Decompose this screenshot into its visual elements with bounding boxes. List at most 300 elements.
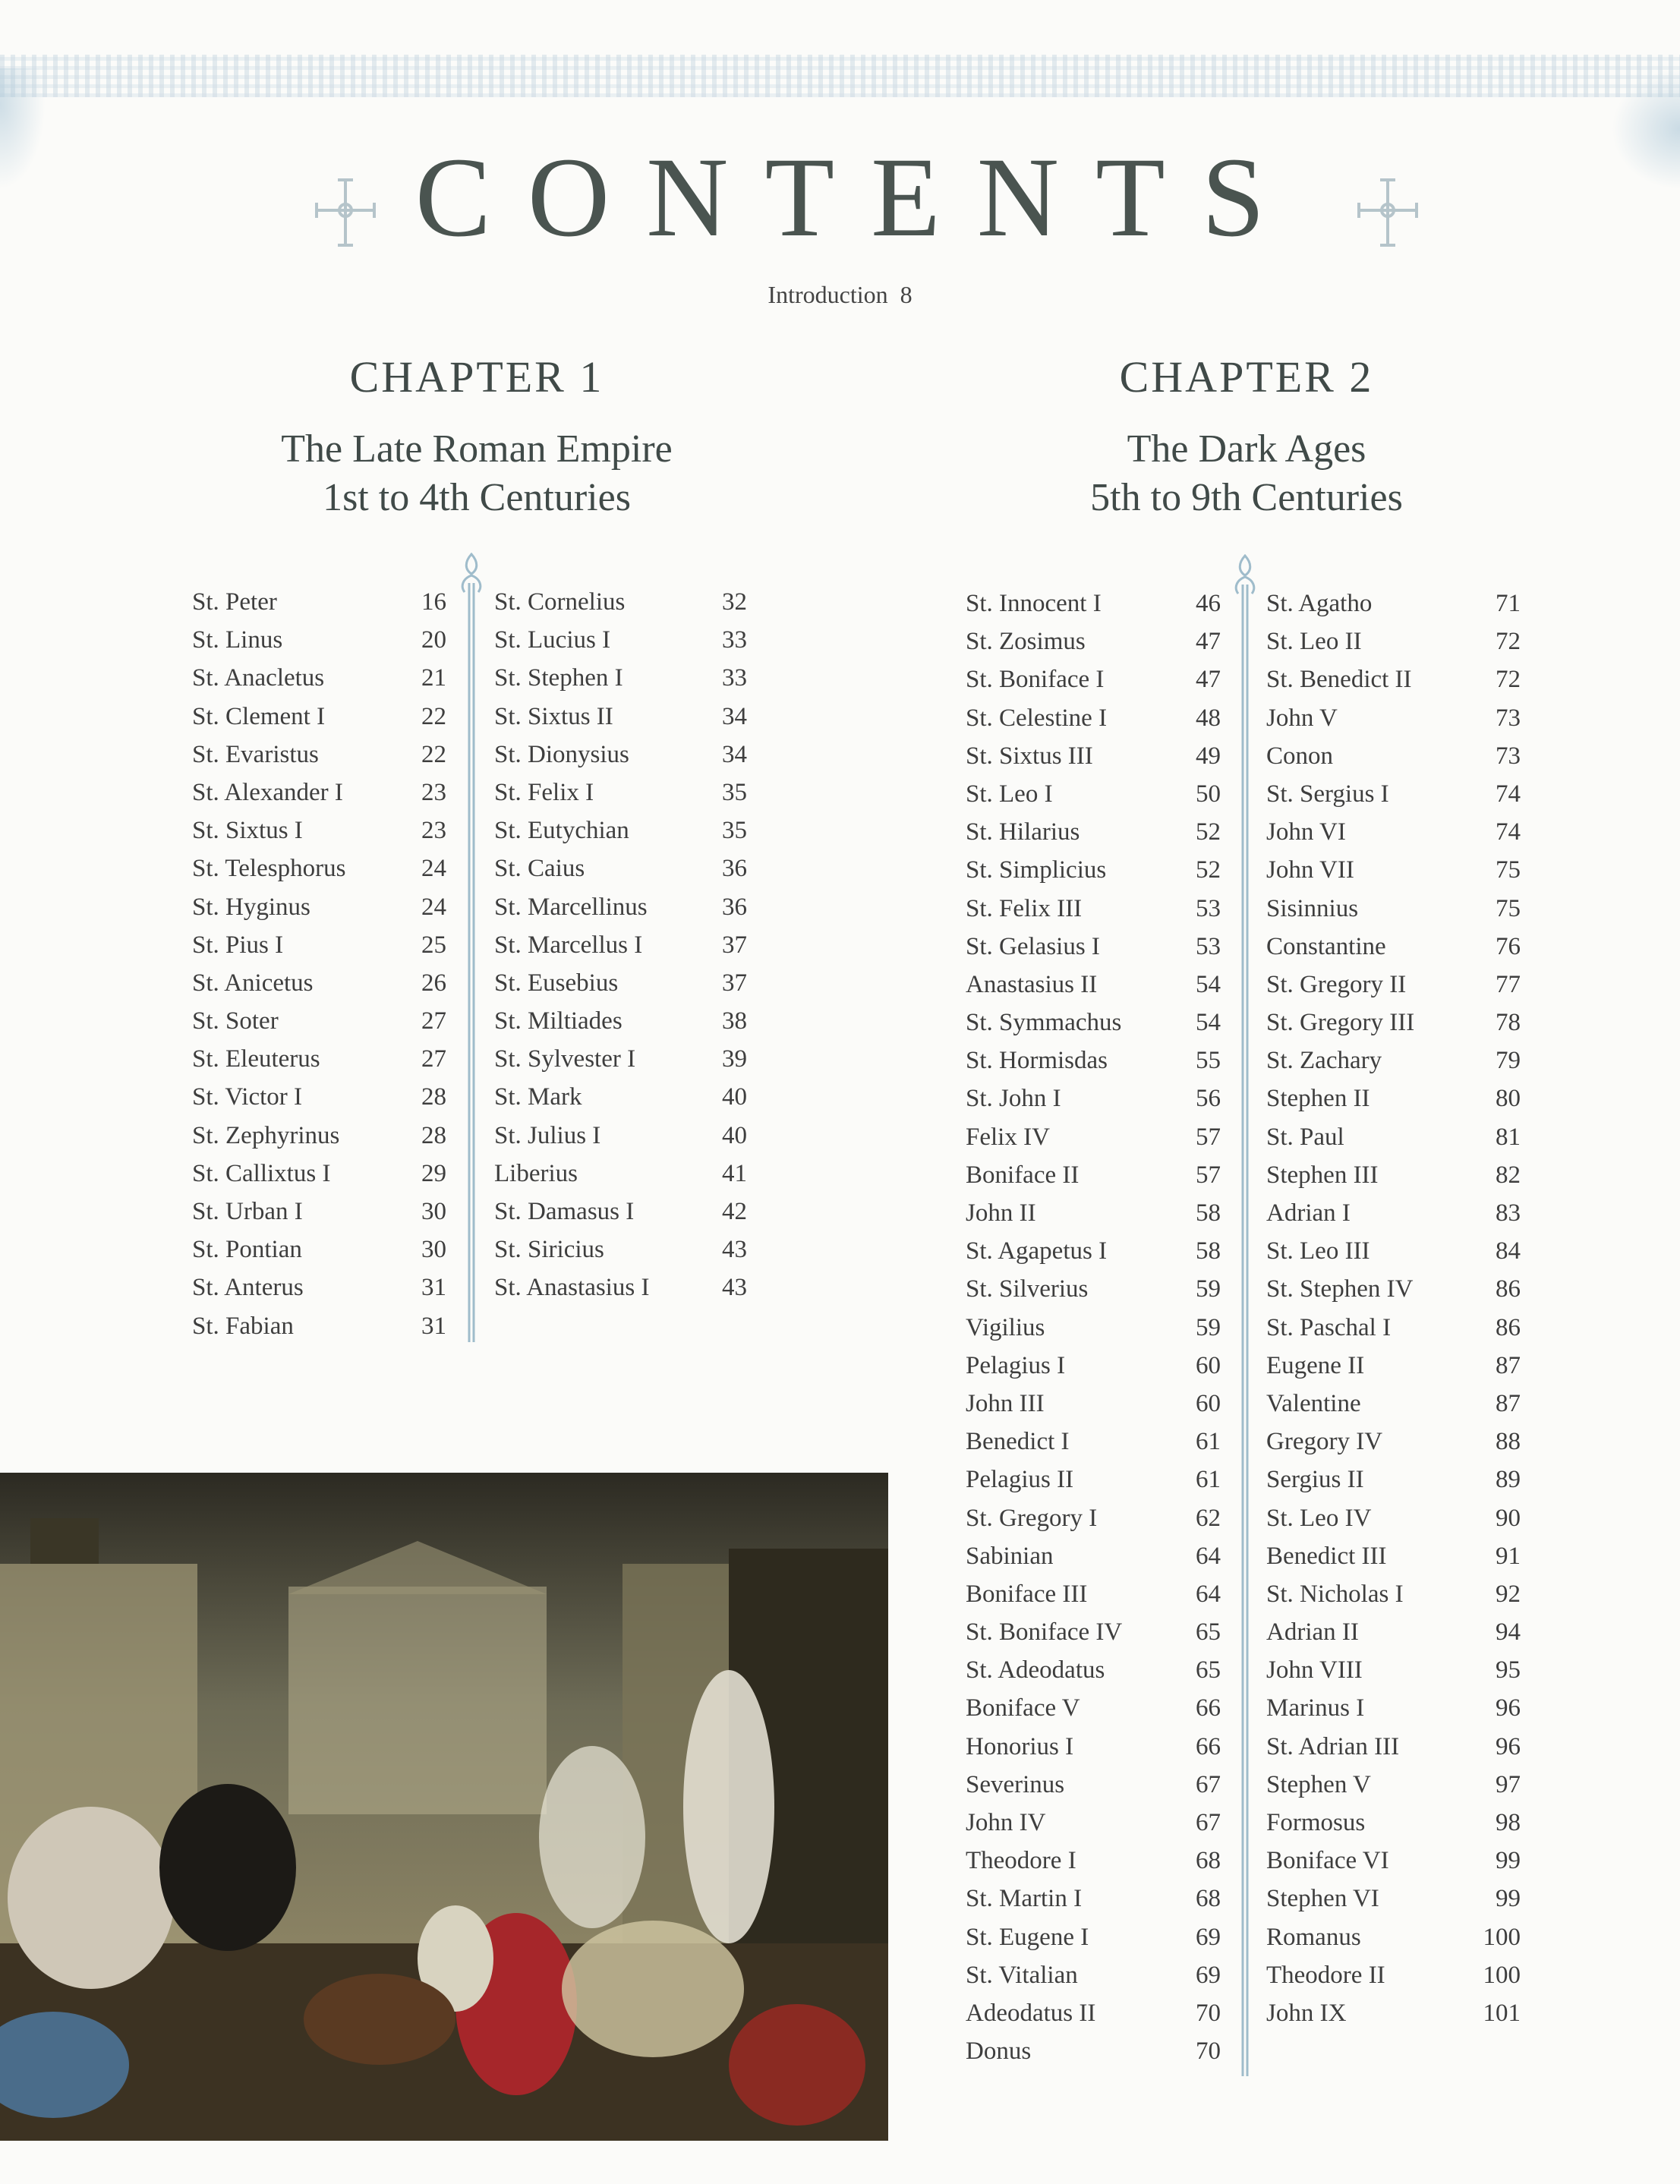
introduction-page: 8 <box>900 281 912 308</box>
toc-entry[interactable] <box>1266 851 1521 889</box>
toc-entry-page: 62 <box>1196 1504 1221 1532</box>
toc-entry-page: 31 <box>421 1312 446 1340</box>
toc-entry-page: 58 <box>1196 1237 1221 1265</box>
toc-entry-page: 72 <box>1496 628 1521 656</box>
toc-entry-page: 69 <box>1196 1923 1221 1951</box>
toc-entry[interactable] <box>966 1842 1221 1880</box>
toc-entry[interactable] <box>1266 660 1521 698</box>
toc-entry-name: St. Symmachus <box>966 1009 1122 1037</box>
toc-entry-name: St. Leo III <box>1266 1237 1370 1265</box>
toc-entry[interactable] <box>1266 737 1521 775</box>
toc-entry[interactable] <box>966 1347 1221 1385</box>
toc-entry[interactable] <box>494 1193 747 1231</box>
toc-entry-name: Sisinnius <box>1266 894 1359 922</box>
toc-entry-name: St. Pontian <box>192 1236 302 1264</box>
chapter-1-list-left <box>192 583 446 1345</box>
toc-entry-name: St. Leo I <box>966 780 1053 808</box>
toc-entry-page: 21 <box>421 664 446 692</box>
toc-entry-page: 30 <box>421 1198 446 1225</box>
toc-entry-page: 30 <box>421 1236 446 1264</box>
toc-entry-name: St. Gregory III <box>1266 1009 1415 1037</box>
toc-entry-page: 22 <box>421 702 446 730</box>
toc-entry-name: St. Evaristus <box>192 740 319 768</box>
toc-entry[interactable] <box>966 1499 1221 1537</box>
toc-entry-name: St. Alexander I <box>192 778 343 806</box>
toc-entry-page: 36 <box>722 855 747 883</box>
toc-entry-name: John V <box>1266 704 1338 732</box>
chapter-2-title-line1: The Dark Ages <box>1127 427 1366 471</box>
toc-entry[interactable] <box>966 1194 1221 1232</box>
toc-entry[interactable] <box>1266 1385 1521 1423</box>
toc-entry[interactable] <box>494 1078 747 1116</box>
toc-entry-page: 61 <box>1196 1428 1221 1456</box>
toc-entry[interactable] <box>192 1078 446 1116</box>
toc-entry-name: St. Anicetus <box>192 969 314 997</box>
toc-entry-name: St. Telesphorus <box>192 855 346 883</box>
toc-entry[interactable] <box>966 928 1221 966</box>
toc-entry-name: St. Pius I <box>192 931 284 959</box>
toc-entry-page: 97 <box>1496 1770 1521 1798</box>
toc-entry-page: 78 <box>1496 1009 1521 1037</box>
toc-entry[interactable] <box>1266 1956 1521 1994</box>
toc-entry[interactable] <box>966 737 1221 775</box>
chapter-1-title-line1: The Late Roman Empire <box>281 427 673 471</box>
toc-entry-page: 101 <box>1483 1999 1521 2027</box>
toc-entry-page: 26 <box>421 969 446 997</box>
toc-entry-page: 87 <box>1496 1351 1521 1379</box>
toc-entry-name: St. Eugene I <box>966 1923 1089 1951</box>
toc-entry-name: St. Marcellus I <box>494 931 643 959</box>
toc-entry-name: St. Zachary <box>1266 1047 1382 1075</box>
toc-entry-name: John IV <box>966 1809 1046 1836</box>
toc-entry-page: 33 <box>722 626 747 654</box>
toc-entry[interactable] <box>966 1956 1221 1994</box>
toc-entry-page: 71 <box>1496 590 1521 617</box>
toc-entry[interactable] <box>966 622 1221 660</box>
toc-entry-name: Anastasius II <box>966 970 1098 998</box>
toc-entry-page: 41 <box>722 1159 747 1187</box>
toc-entry-name: St. Silverius <box>966 1275 1089 1303</box>
toc-entry[interactable] <box>494 964 747 1002</box>
toc-entry[interactable] <box>494 888 747 926</box>
toc-entry-name: Constantine <box>1266 932 1386 960</box>
introduction-entry[interactable] <box>0 281 1680 309</box>
toc-entry[interactable] <box>192 1040 446 1078</box>
toc-entry-page: 98 <box>1496 1809 1521 1836</box>
toc-entry[interactable] <box>494 1002 747 1040</box>
toc-entry[interactable] <box>192 926 446 964</box>
toc-entry-page: 23 <box>421 778 446 806</box>
toc-entry[interactable] <box>494 736 747 774</box>
toc-entry-page: 61 <box>1196 1466 1221 1494</box>
toc-entry-page: 32 <box>722 588 747 616</box>
toc-entry-name: St. Peter <box>192 588 277 616</box>
toc-entry[interactable] <box>966 699 1221 737</box>
toc-entry-name: St. Boniface IV <box>966 1618 1123 1647</box>
toc-entry-name: St. Eutychian <box>494 817 629 845</box>
toc-entry[interactable] <box>1266 1575 1521 1613</box>
toc-entry-page: 100 <box>1483 1923 1521 1951</box>
toc-entry-name: St. Boniface I <box>966 666 1105 694</box>
toc-entry-page: 68 <box>1196 1885 1221 1913</box>
toc-entry[interactable] <box>966 775 1221 813</box>
toc-entry[interactable] <box>966 1651 1221 1689</box>
toc-entry-page: 59 <box>1196 1275 1221 1303</box>
toc-entry[interactable] <box>1266 1766 1521 1804</box>
toc-entry-name: St. Nicholas I <box>1266 1580 1404 1608</box>
toc-entry-page: 75 <box>1496 894 1521 922</box>
toc-entry[interactable] <box>192 659 446 697</box>
chapter-1-list-right <box>494 583 747 1307</box>
toc-entry-name: St. Victor I <box>192 1083 302 1111</box>
toc-entry[interactable] <box>1266 1651 1521 1689</box>
toc-entry-name: St. Miltiades <box>494 1007 623 1035</box>
toc-entry-name: St. Eusebius <box>494 969 619 997</box>
toc-entry[interactable] <box>1266 1156 1521 1194</box>
toc-entry[interactable] <box>966 1766 1221 1804</box>
toc-entry[interactable] <box>966 1613 1221 1651</box>
toc-entry-page: 43 <box>722 1236 747 1264</box>
toc-entry[interactable] <box>1266 1347 1521 1385</box>
toc-entry-page: 89 <box>1496 1466 1521 1494</box>
toc-entry-page: 59 <box>1196 1313 1221 1341</box>
toc-entry[interactable] <box>966 1689 1221 1727</box>
chapter-1-heading <box>211 351 742 522</box>
toc-entry-page: 55 <box>1196 1047 1221 1075</box>
toc-entry[interactable] <box>1266 1842 1521 1880</box>
toc-entry[interactable] <box>966 851 1221 889</box>
toc-entry-page: 64 <box>1196 1580 1221 1608</box>
toc-entry[interactable] <box>1266 928 1521 966</box>
toc-entry-name: St. Marcellinus <box>494 893 648 921</box>
toc-entry-page: 38 <box>722 1007 747 1035</box>
toc-entry-page: 86 <box>1496 1313 1521 1341</box>
toc-entry[interactable] <box>966 1385 1221 1423</box>
toc-entry[interactable] <box>966 1575 1221 1613</box>
toc-entry-name: Adrian I <box>1266 1199 1351 1227</box>
toc-entry[interactable] <box>1266 1728 1521 1766</box>
toc-entry[interactable] <box>966 1880 1221 1918</box>
toc-entry[interactable] <box>1266 1118 1521 1156</box>
toc-entry[interactable] <box>1266 1004 1521 1042</box>
chapter-2-label: CHAPTER 2 <box>1119 352 1374 402</box>
toc-entry-name: Adrian II <box>1266 1618 1359 1647</box>
toc-entry[interactable] <box>1266 1918 1521 1956</box>
toc-entry-page: 95 <box>1496 1656 1521 1684</box>
toc-entry-name: St. Zosimus <box>966 628 1086 656</box>
toc-entry-name: St. Adrian III <box>1266 1732 1400 1760</box>
toc-entry-name: Gregory IV <box>1266 1428 1383 1456</box>
toc-entry-name: John III <box>966 1389 1045 1417</box>
toc-entry-name: St. Hyginus <box>192 893 310 921</box>
toc-entry-page: 35 <box>722 817 747 845</box>
toc-entry[interactable] <box>192 812 446 849</box>
toc-entry-page: 73 <box>1496 704 1521 732</box>
toc-entry[interactable] <box>1266 1537 1521 1575</box>
toc-entry[interactable] <box>494 812 747 849</box>
toc-entry-name: St. Callixtus I <box>192 1159 331 1187</box>
toc-entry[interactable] <box>966 1042 1221 1079</box>
toc-entry-name: St. Mark <box>494 1083 582 1111</box>
chapter-2-list-left <box>966 585 1221 2070</box>
toc-entry-page: 70 <box>1196 1999 1221 2027</box>
toc-entry[interactable] <box>1266 1499 1521 1537</box>
toc-entry[interactable] <box>192 1193 446 1231</box>
toc-entry[interactable] <box>1266 585 1521 622</box>
toc-entry[interactable] <box>1266 1079 1521 1117</box>
toc-entry-page: 67 <box>1196 1809 1221 1836</box>
toc-entry-page: 64 <box>1196 1542 1221 1570</box>
toc-entry-name: St. Sixtus III <box>966 742 1093 770</box>
toc-entry-page: 94 <box>1496 1618 1521 1647</box>
toc-entry-page: 34 <box>722 702 747 730</box>
toc-entry-name: John IX <box>1266 1999 1347 2027</box>
toc-entry[interactable] <box>1266 1270 1521 1308</box>
toc-entry-page: 16 <box>421 588 446 616</box>
toc-entry-page: 42 <box>722 1198 747 1225</box>
toc-entry[interactable] <box>966 1079 1221 1117</box>
toc-entry[interactable] <box>494 849 747 887</box>
toc-entry[interactable] <box>1266 1994 1521 2032</box>
toc-entry-name: St. Dionysius <box>494 740 629 768</box>
toc-entry-page: 68 <box>1196 1847 1221 1875</box>
toc-entry-name: St. Linus <box>192 626 283 654</box>
toc-entry-page: 54 <box>1196 1009 1221 1037</box>
chapter-2-column-divider <box>1229 554 1261 2080</box>
toc-entry[interactable] <box>1266 1042 1521 1079</box>
toc-entry-page: 27 <box>421 1045 446 1073</box>
toc-entry-name: John VII <box>1266 856 1354 884</box>
toc-entry-page: 72 <box>1496 666 1521 694</box>
toc-entry-page: 43 <box>722 1274 747 1302</box>
toc-entry[interactable] <box>1266 775 1521 813</box>
toc-entry-page: 37 <box>722 969 747 997</box>
toc-entry[interactable] <box>1266 1689 1521 1727</box>
toc-entry[interactable] <box>192 1155 446 1193</box>
toc-entry-name: Boniface VI <box>1266 1847 1389 1875</box>
toc-entry-name: Boniface V <box>966 1694 1080 1722</box>
toc-entry-page: 29 <box>421 1159 446 1187</box>
toc-entry[interactable] <box>1266 966 1521 1004</box>
toc-entry-page: 53 <box>1196 932 1221 960</box>
toc-entry-name: St. Siricius <box>494 1236 604 1264</box>
toc-entry[interactable] <box>192 964 446 1002</box>
toc-entry-page: 76 <box>1496 932 1521 960</box>
toc-entry-page: 28 <box>421 1083 446 1111</box>
toc-entry[interactable] <box>966 966 1221 1004</box>
toc-entry-page: 80 <box>1496 1085 1521 1113</box>
toc-entry-name: Benedict III <box>1266 1542 1387 1570</box>
toc-entry[interactable] <box>192 621 446 659</box>
toc-entry[interactable] <box>1266 1194 1521 1232</box>
toc-entry[interactable] <box>494 659 747 697</box>
toc-entry-page: 77 <box>1496 970 1521 998</box>
toc-entry[interactable] <box>192 583 446 621</box>
toc-entry-page: 74 <box>1496 818 1521 846</box>
toc-entry[interactable] <box>494 1117 747 1155</box>
toc-entry-name: St. Agapetus I <box>966 1237 1108 1265</box>
toc-entry-page: 35 <box>722 778 747 806</box>
toc-entry[interactable] <box>192 1002 446 1040</box>
toc-entry[interactable] <box>494 1040 747 1078</box>
toc-entry-page: 52 <box>1196 856 1221 884</box>
toc-entry[interactable] <box>1266 1804 1521 1842</box>
toc-entry-page: 73 <box>1496 742 1521 770</box>
toc-entry-name: St. Zephyrinus <box>192 1121 340 1149</box>
toc-entry-page: 27 <box>421 1007 446 1035</box>
toc-entry-page: 87 <box>1496 1389 1521 1417</box>
toc-entry-page: 66 <box>1196 1694 1221 1722</box>
toc-entry[interactable] <box>966 1537 1221 1575</box>
toc-entry[interactable] <box>494 1268 747 1306</box>
toc-entry[interactable] <box>966 1804 1221 1842</box>
toc-entry-name: Vigilius <box>966 1313 1045 1341</box>
toc-entry-name: St. Damasus I <box>494 1198 635 1225</box>
toc-entry-name: St. Leo IV <box>1266 1504 1372 1532</box>
toc-entry[interactable] <box>966 585 1221 622</box>
toc-entry[interactable] <box>494 621 747 659</box>
toc-entry[interactable] <box>966 1461 1221 1499</box>
toc-entry-name: St. Paul <box>1266 1123 1344 1151</box>
toc-entry[interactable] <box>192 774 446 812</box>
toc-entry[interactable] <box>966 1728 1221 1766</box>
toc-entry-name: Theodore II <box>1266 1961 1385 1989</box>
toc-entry-page: 20 <box>421 626 446 654</box>
toc-entry-page: 52 <box>1196 818 1221 846</box>
toc-entry[interactable] <box>192 1117 446 1155</box>
toc-entry-page: 84 <box>1496 1237 1521 1265</box>
toc-entry-name: Sergius II <box>1266 1466 1364 1494</box>
toc-entry-page: 96 <box>1496 1732 1521 1760</box>
toc-entry-name: St. Gregory II <box>1266 970 1407 998</box>
toc-entry-name: Adeodatus II <box>966 1999 1096 2027</box>
toc-entry[interactable] <box>494 583 747 621</box>
toc-entry-name: Felix IV <box>966 1123 1050 1151</box>
toc-entry-name: St. Agatho <box>1266 590 1373 617</box>
toc-entry-page: 83 <box>1496 1199 1521 1227</box>
toc-entry[interactable] <box>966 2032 1221 2070</box>
toc-entry[interactable] <box>192 888 446 926</box>
toc-entry[interactable] <box>966 1270 1221 1308</box>
toc-entry-name: St. Stephen IV <box>1266 1275 1414 1303</box>
toc-entry-page: 75 <box>1496 856 1521 884</box>
toc-entry-name: St. Hormisdas <box>966 1047 1108 1075</box>
toc-entry[interactable] <box>1266 890 1521 928</box>
toc-entry-page: 74 <box>1496 780 1521 808</box>
toc-entry-name: Honorius I <box>966 1732 1074 1760</box>
toc-entry[interactable] <box>1266 813 1521 851</box>
historical-painting-illustration <box>0 1473 888 2141</box>
page-title: CONTENTS <box>414 134 1302 260</box>
toc-entry[interactable] <box>966 1918 1221 1956</box>
toc-entry[interactable] <box>494 698 747 736</box>
toc-entry-page: 66 <box>1196 1732 1221 1760</box>
toc-entry-name: Pelagius I <box>966 1351 1066 1379</box>
toc-entry[interactable] <box>494 1155 747 1193</box>
toc-entry-page: 99 <box>1496 1885 1521 1913</box>
toc-entry-name: Pelagius II <box>966 1466 1074 1494</box>
toc-entry-name: St. Vitalian <box>966 1961 1078 1989</box>
toc-entry[interactable] <box>1266 699 1521 737</box>
toc-entry[interactable] <box>1266 1232 1521 1270</box>
toc-entry[interactable] <box>494 926 747 964</box>
toc-entry-name: St. Innocent I <box>966 590 1102 617</box>
toc-entry-name: St. Clement I <box>192 702 326 730</box>
toc-entry-name: Benedict I <box>966 1428 1070 1456</box>
toc-entry-page: 28 <box>421 1121 446 1149</box>
toc-entry-name: St. Stephen I <box>494 664 623 692</box>
toc-entry-name: St. Celestine I <box>966 704 1108 732</box>
toc-entry[interactable] <box>966 813 1221 851</box>
toc-entry[interactable] <box>192 1307 446 1345</box>
toc-entry-page: 31 <box>421 1274 446 1302</box>
toc-entry[interactable] <box>966 660 1221 698</box>
toc-entry-page: 40 <box>722 1083 747 1111</box>
toc-entry[interactable] <box>1266 1461 1521 1499</box>
toc-entry-page: 47 <box>1196 628 1221 656</box>
toc-entry[interactable] <box>192 698 446 736</box>
toc-entry[interactable] <box>966 1309 1221 1347</box>
toc-entry[interactable] <box>1266 1613 1521 1651</box>
toc-entry[interactable] <box>192 1268 446 1306</box>
toc-entry[interactable] <box>966 1994 1221 2032</box>
toc-entry-name: St. Sixtus II <box>494 702 613 730</box>
toc-entry[interactable] <box>1266 622 1521 660</box>
toc-entry-page: 36 <box>722 893 747 921</box>
toc-entry-page: 57 <box>1196 1123 1221 1151</box>
toc-entry-name: St. Sylvester I <box>494 1045 636 1073</box>
toc-entry[interactable] <box>966 890 1221 928</box>
toc-entry-page: 37 <box>722 931 747 959</box>
toc-entry-page: 65 <box>1196 1656 1221 1684</box>
toc-entry-page: 22 <box>421 740 446 768</box>
toc-entry-page: 39 <box>722 1045 747 1073</box>
toc-entry[interactable] <box>966 1118 1221 1156</box>
toc-entry[interactable] <box>966 1423 1221 1461</box>
toc-entry[interactable] <box>192 1231 446 1268</box>
toc-entry-name: Eugene II <box>1266 1351 1365 1379</box>
toc-entry-page: 81 <box>1496 1123 1521 1151</box>
chapter-2-heading <box>981 351 1512 522</box>
toc-entry-name: St. Sergius I <box>1266 780 1389 808</box>
toc-entry-name: St. Gregory I <box>966 1504 1098 1532</box>
toc-entry-name: St. Fabian <box>192 1312 294 1340</box>
toc-entry-name: Stephen III <box>1266 1161 1379 1189</box>
toc-entry-page: 67 <box>1196 1770 1221 1798</box>
toc-entry[interactable] <box>494 1231 747 1268</box>
toc-entry[interactable] <box>966 1156 1221 1194</box>
toc-entry-page: 58 <box>1196 1199 1221 1227</box>
toc-entry-page: 34 <box>722 740 747 768</box>
toc-entry-page: 70 <box>1196 2037 1221 2066</box>
toc-entry-page: 88 <box>1496 1428 1521 1456</box>
toc-entry-name: St. Felix I <box>494 778 594 806</box>
toc-entry[interactable] <box>1266 1880 1521 1918</box>
toc-entry-name: John II <box>966 1199 1036 1227</box>
toc-entry-name: John VIII <box>1266 1656 1363 1684</box>
toc-entry-name: St. Felix III <box>966 894 1083 922</box>
toc-entry-name: St. Gelasius I <box>966 932 1100 960</box>
toc-entry[interactable] <box>192 849 446 887</box>
toc-entry[interactable] <box>192 736 446 774</box>
toc-entry[interactable] <box>494 774 747 812</box>
toc-entry[interactable] <box>966 1004 1221 1042</box>
toc-entry-name: Stephen V <box>1266 1770 1371 1798</box>
toc-entry[interactable] <box>1266 1423 1521 1461</box>
toc-entry-page: 92 <box>1496 1580 1521 1608</box>
toc-entry[interactable] <box>1266 1309 1521 1347</box>
toc-entry[interactable] <box>966 1232 1221 1270</box>
